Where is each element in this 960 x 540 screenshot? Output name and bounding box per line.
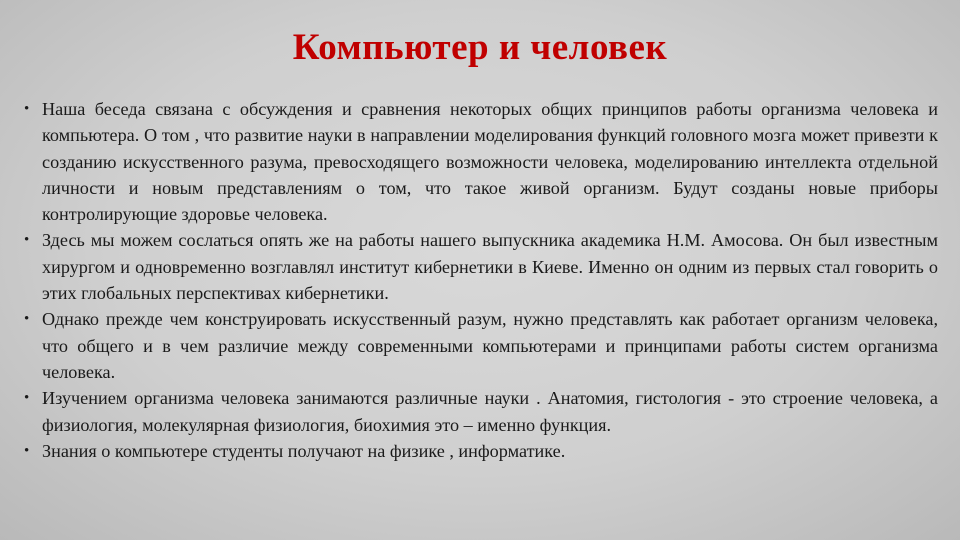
- bullet-list: [22, 96, 938, 464]
- slide-title: Компьютер и человек: [292, 27, 668, 68]
- list-item: [22, 96, 938, 227]
- bullet-text: Наша беседа связана с обсуждения и сравнения некоторых общих принципов работы организма человека и компьютера. О том , что развитие науки в направлении моделирования функций головного мозга может привезти к созданию искусственного разума, превосходящего возможности человека, моделированию интеллекта отдельной личности и новым представлениям о том, что такое живой организм. Будут созданы новые приборы контролирующие здоровье человека.: [42, 99, 938, 225]
- bullet-text: Однако прежде чем конструировать искусственный разум, нужно представлять как работает организм человека, что общего и в чем различие между современными компьютерами и принципами работы систем организма человека.: [42, 309, 938, 382]
- list-item: [22, 227, 938, 306]
- bullet-icon: •: [24, 311, 30, 328]
- bullet-icon: •: [24, 232, 30, 249]
- list-item: [22, 306, 938, 385]
- list-item: [22, 385, 938, 438]
- list-item: [22, 438, 938, 464]
- bullet-text: Здесь мы можем сослаться опять же на работы нашего выпускника академика Н.М. Амосова. Он был известным хирургом и одновременно возглавлял институт кибернетики в Киеве. Именно он одним из первых стал говорить о этих глобальных перспективах кибернетики.: [42, 230, 938, 304]
- bullet-icon: •: [24, 442, 30, 459]
- bullet-icon: •: [24, 101, 30, 117]
- bullet-text: Знания о компьютере студенты получают на физике , информатике.: [42, 440, 566, 461]
- bullet-text: Изучением организма человека занимаются различные науки . Анатомия, гистология - это строение человека, а физиология, молекулярная физиология, биохимия это – именно функция.: [42, 388, 938, 435]
- bullet-icon: •: [24, 390, 30, 407]
